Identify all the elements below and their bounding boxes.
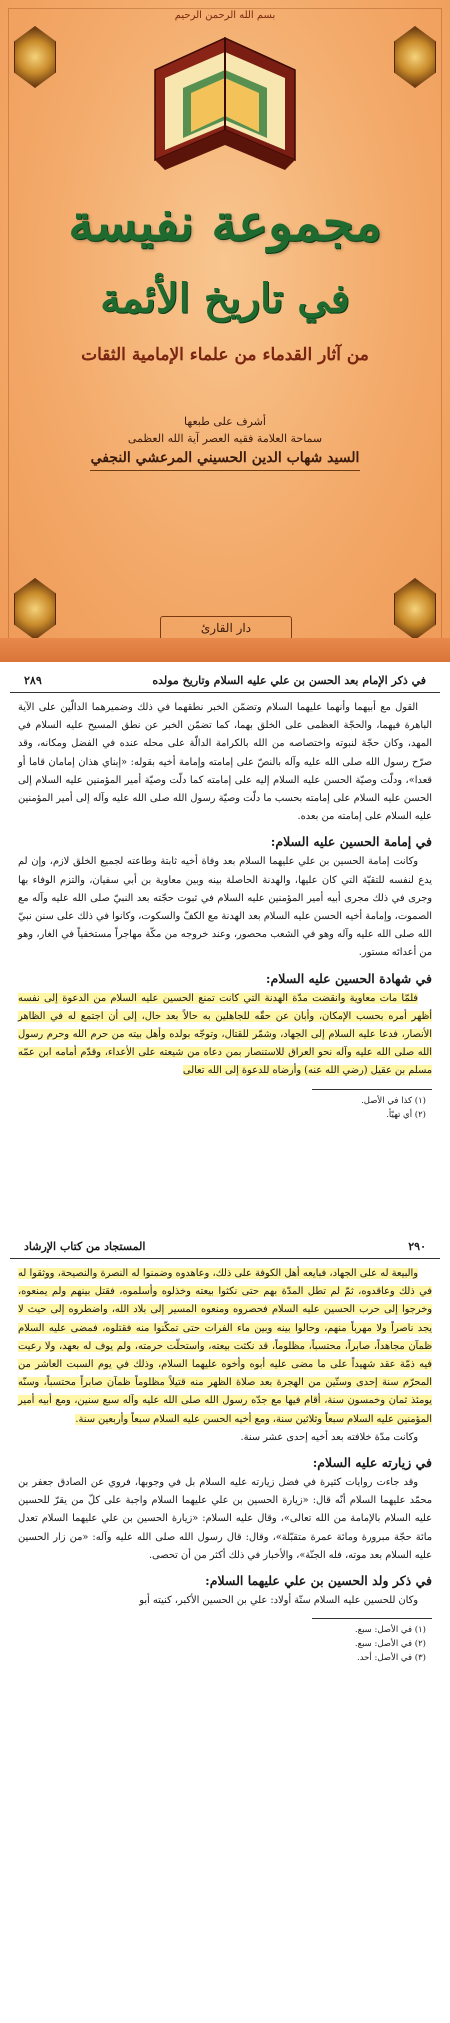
cover-subtitle: في تاريخ الأئمة — [100, 275, 350, 322]
page-header — [10, 670, 440, 693]
section-heading: في زيارته عليه السلام: — [312, 1455, 432, 1471]
compiler-title: سماحة العلامة فقيه العصر آية الله العظمى — [127, 432, 323, 445]
paragraph: وقد جاءت روايات كثيرة في فضل زيارته عليه السلام بل في وجوبها، فروي عن الصادق جعفر بن محمّد عليهما السلام أنّه قال: «زيارة الحسين بن علي عليهما السلام واجبة على كلّ من يقرّ للحسين عليه السلام بالإمامة من الله تعالى»، وقال عليه السلام: «زيارة الحسين بن علي عليهما السلام تعدل مائة حجّة مبرورة ومائة عمرة متقبّلة»، وقال: قال رسول الله صلى الله عليه وآله: «من زار الحسين عليه السلام بعد موته، فله الجنّة»، والأخبار في ذلك أكثر من أن تحصى. — [18, 1477, 432, 1561]
page-289 — [0, 670, 450, 1230]
page-number: ٢٩٠ — [408, 1240, 426, 1253]
paragraph: وكان للحسين عليه السلام ستّة أولاد: علي بن الحسين الأكبر، كنيته أبو — [139, 1595, 418, 1607]
open-book-illustration — [145, 30, 305, 180]
page-header — [10, 1236, 440, 1259]
page-290 — [0, 1236, 450, 2023]
compiler-name: السيد شهاب الدين الحسيني المرعشي النجفي — [90, 450, 360, 466]
footnote: (٢) في الأصل: سبع. — [354, 1639, 426, 1650]
paragraph-highlighted — [18, 990, 432, 1081]
compiler-label: أشرف على طبعها — [184, 415, 266, 428]
paragraph-highlighted — [18, 1265, 432, 1429]
footnote-rule — [312, 1089, 432, 1090]
running-title: المستجاد من كتاب الإرشاد — [24, 1240, 146, 1253]
highlighted-text: والبيعة له على الجهاد، فبايعه أهل الكوفة على ذلك، وعاهدوه وضمنوا له النصرة والنصيحة، ووثقوا له في ذلك وعاقدوه، ثمّ لم تطل المدّة بهم حتى نكثوا بيعته وخذلوه وأسلموه، فقتل بينهم ولم يمنعوه، وخرجوا إلى حرب الحسين عليه السلام فحصروه ومنعوه المسير إلى بلاد الله، واضطروه إلى حيث لا يجد ناصراً ولا مهرباً منهم، وحالوا بينه وبين ماء الفرات حتى تمكّنوا منه فقتلوه، فمضى عليه السلام ظمآن مجاهداً، صابراً، محتسباً، مظلوماً، قد نكثت بيعته، واستحلّت حرمته، ولم يوف له بعهد، ولا رعيت فيه ذمّة عقد شهيداً على ما مضى عليه أبوه وأخوه عليهما السلام، وذلك في يوم السبت العاشر من المحرّم سنة إحدى وستّين من الهجرة بعد صلاة الظهر منه قتيلاً مظلوماً ظمآن صابراً محتسباً، وسنّه يومئذ ثمان وخمسون سنة، أقام فيها مع جدّه رسول الله صلى الله عليه وآله سبع سنين، ومع أبيه أمير المؤمنين عليه السلام سبعاً وثلاثين سنة، ومع أخيه الحسن عليه السلام سبعاً وأربعين سنة. — [18, 1268, 432, 1425]
running-title: في ذكر الإمام بعد الحسن بن علي عليه السلام وتاريخ مولده — [152, 674, 426, 687]
section-heading: في ذكر ولد الحسين بن علي عليهما السلام: — [205, 1573, 432, 1589]
footnote: (١) في الأصل: سبع. — [354, 1625, 426, 1636]
footnotes — [18, 1623, 432, 1665]
footnote-rule — [312, 1618, 432, 1619]
cover-bottom-band — [0, 638, 450, 662]
paragraph: وكانت مدّة خلافته بعد أخيه إحدى عشر سنة. — [240, 1431, 418, 1443]
highlighted-text: فلمّا مات معاوية وانقضت مدّة الهدنة التي كانت تمنع الحسين عليه السلام من الدعوة إلى نفسه أظهر أمره بحسب الإمكان، وأبان عن حقّه للجاهلين به حالاً بعد حال، إلى أن اجتمع له في الظاهر الأنصار، فدعا عليه السلام إلى الجهاد، وشمّر للقتال، وتوجّه بولده وأهل بيته من حرم الله وحرم رسول الله صلى الله عليه وآله نحو العراق للاستنصار بمن دعاه من شيعته على الأعداء، وقدّم أمامه ابن عمّه مسلم بن عقيل (رضي الله عنه) وأرضاه للدعوة إلى الله تعالى — [18, 992, 432, 1077]
paragraph: القول مع أبيهما وأنهما عليهما السلام وتضمّن الخبر نطقهما في ذلك وضميرهما الدالّين على الآية الباهرة فيهما، والحجّة العظمى على الخلق بهما، كما تضمّن الخبر عن نطق المسيح عليه السلام في المهد، وكان حجّة لنبوته واختصاصه من الله بالكرامة الدالّة على محله عنده في الفضل ومكانه، وقد صرّح رسول الله صلى الله عليه وآله بالنصّ على إمامته وإمامة أخيه بقوله: «إبناي هذان إمامان قاما أو قعدا»، ودلّت وصيّة الحسن عليه السلام إليه على إمامته كما دلّت وصيّة أمير المؤمنين عليه السلام إلى الحسن عليه السلام على إمامته بحسب ما دلّت وصيّة رسول الله صلى الله عليه وآله إلى أمير المؤمنين عليه السلام على إمامته من بعده. — [18, 702, 432, 823]
paragraph: وكانت إمامة الحسين بن علي عليهما السلام بعد وفاة أخيه ثابتة وطاعته لجميع الخلق لازم، وإن لم يدع لنفسه للتقيّة التي كان عليها، والهدنة الحاصلة بينه وبين معاوية بن أبي سفيان، والتزم الوفاء بها وجرى في ذلك مجرى أبيه أمير المؤمنين عليه السلام في ثبوت حجّته بعد النبيّ صلى الله عليه وآله مع الصموت، وإمامة أخيه الحسن عليه السلام بعد الهدنة مع الكفّ والسكوت، وكانوا في ذلك على سنن نبيّ الله صلى الله عليه وآله وهو في الشعب محصور، وعند خروجه من مكّة مهاجراً مستخفياً في الغار، وهو من أعدائه مستور. — [18, 856, 432, 959]
footnote: (٣) في الأصل: أحد. — [357, 1653, 426, 1664]
basmala: بسم الله الرحمن الرحيم — [174, 10, 276, 21]
cover-divider — [90, 470, 360, 471]
footnote: (٢) أي تهيّأ. — [386, 1109, 426, 1120]
section-heading: في إمامة الحسين عليه السلام: — [270, 834, 432, 850]
footnote: (١) كذا في الأصل. — [361, 1095, 426, 1106]
publisher-label: دار القارئ — [160, 616, 292, 640]
page-number: ٢٨٩ — [24, 674, 42, 687]
section-heading: في شهادة الحسين عليه السلام: — [265, 970, 432, 986]
book-cover — [0, 0, 450, 662]
cover-title: مجموعة نفيسة — [68, 193, 382, 252]
footnotes — [18, 1094, 432, 1122]
cover-tagline: من آثار القدماء من علماء الإمامية الثقات — [81, 345, 369, 365]
